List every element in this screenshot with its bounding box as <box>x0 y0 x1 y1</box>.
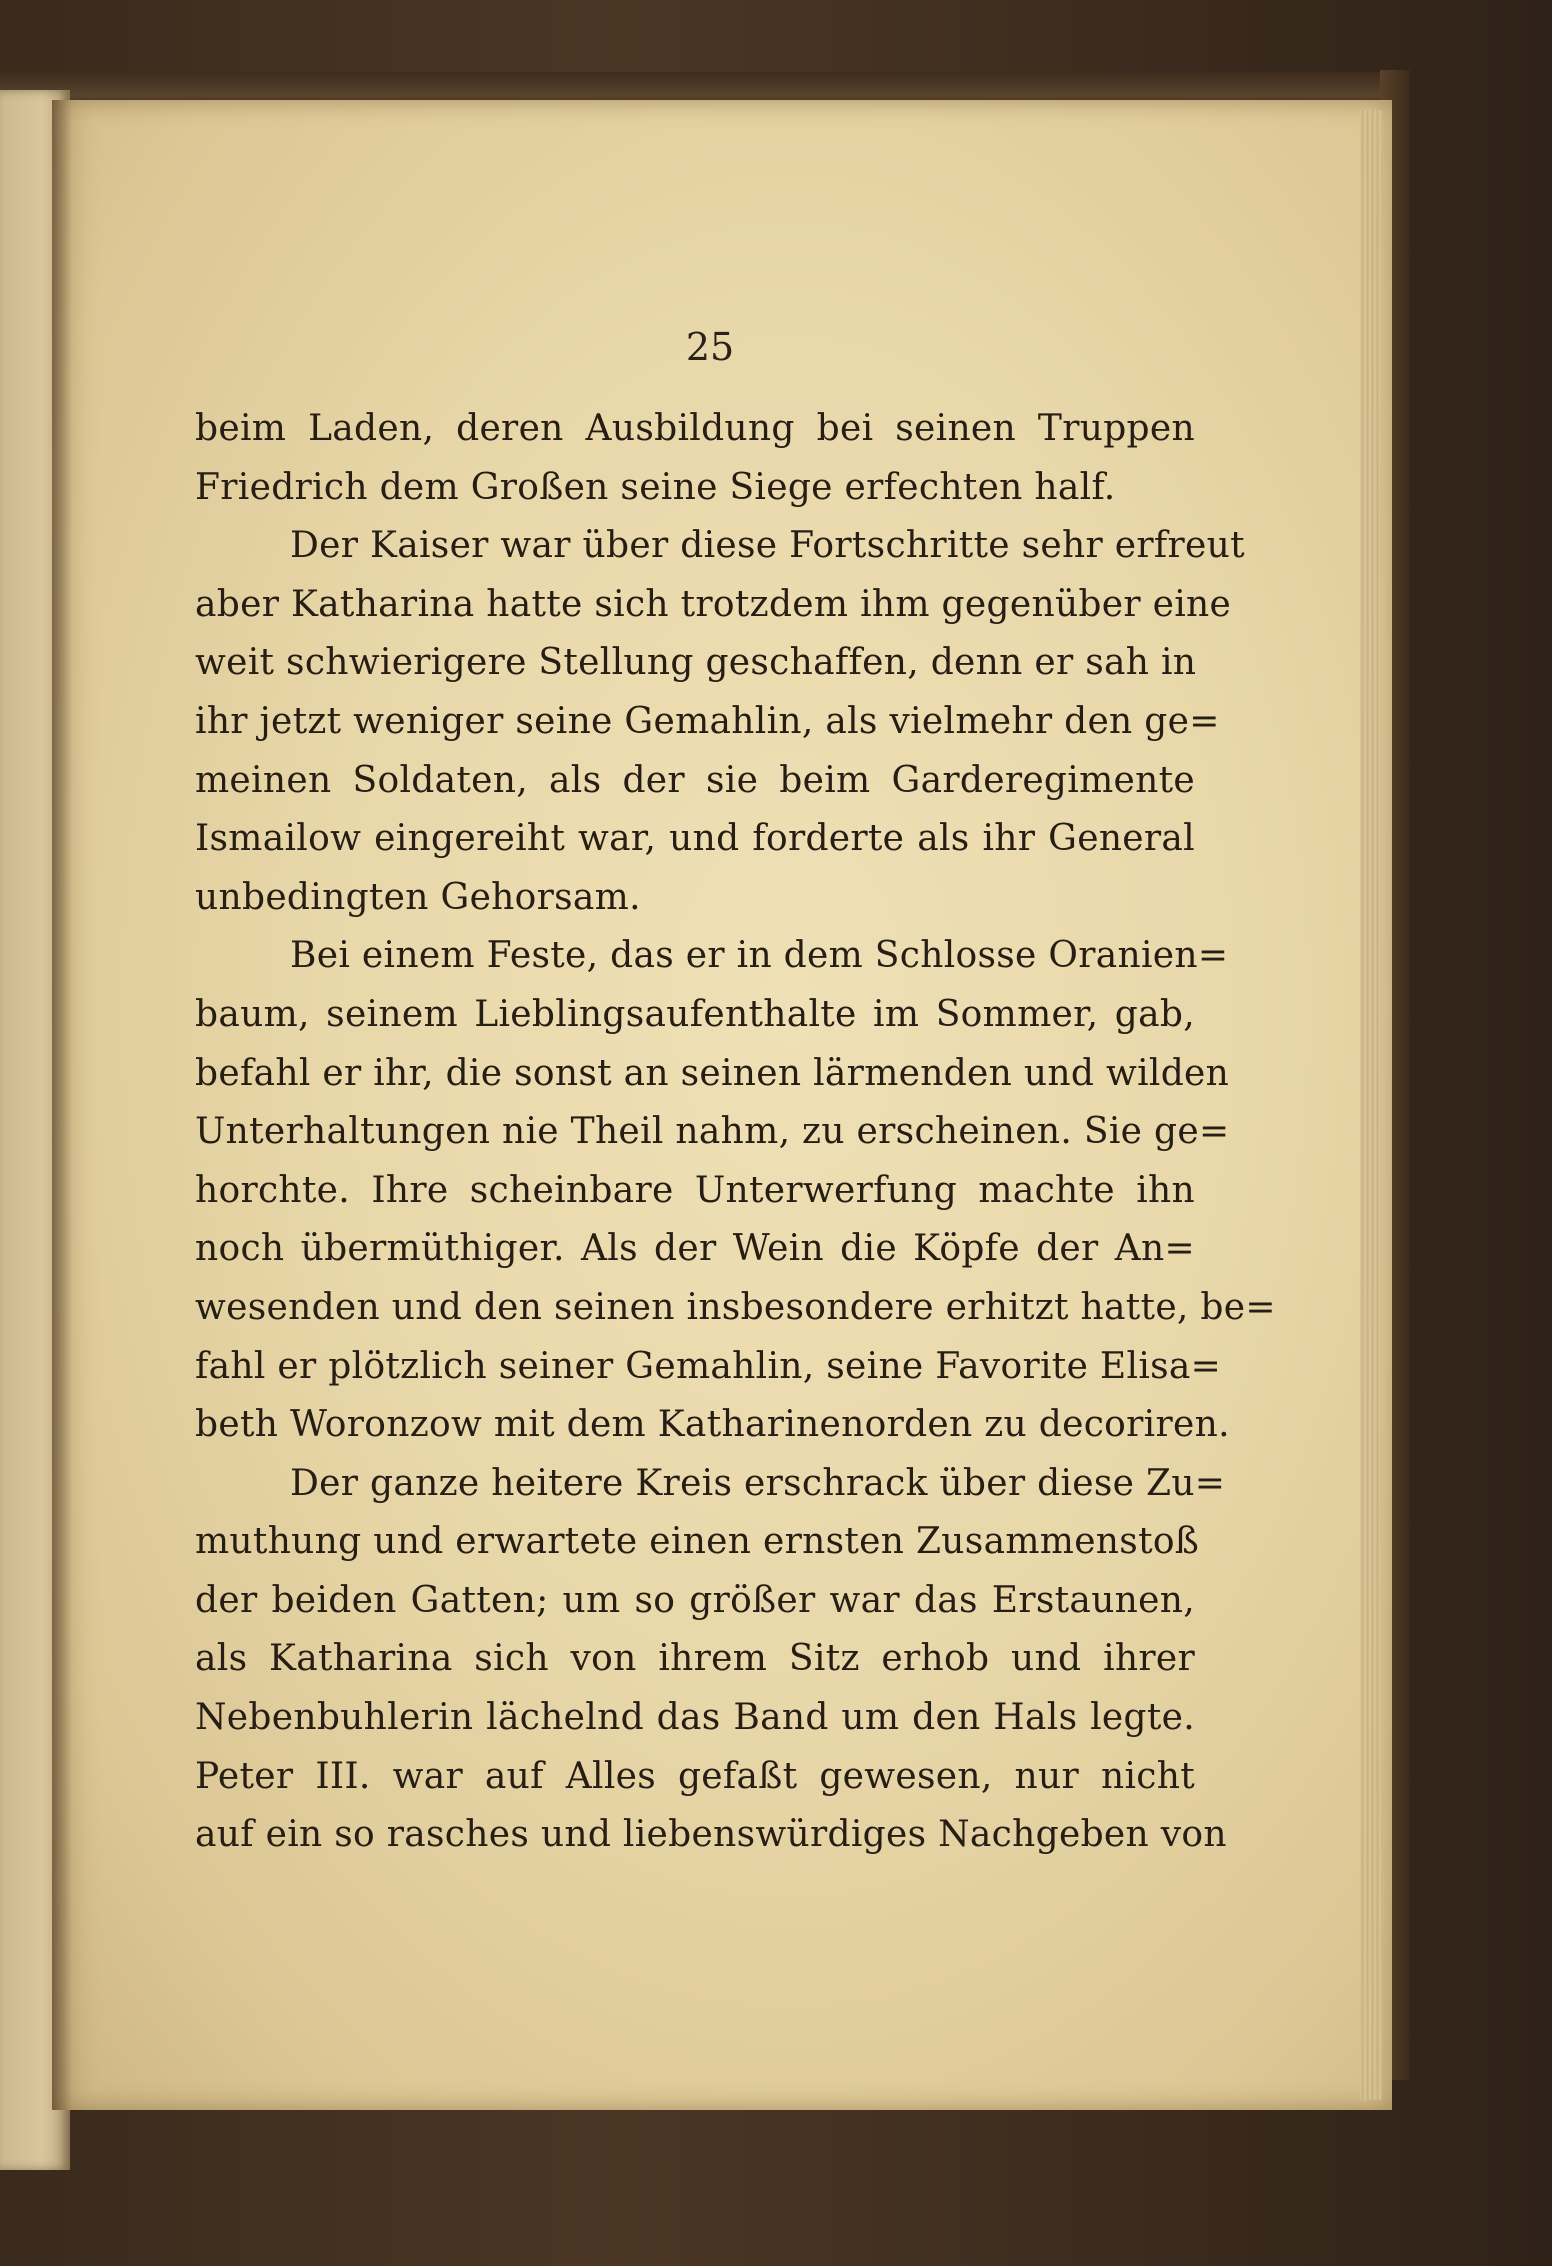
text-line: Ismailow eingereiht war, und forderte als ihr General <box>195 818 1195 860</box>
text-line: Friedrich dem Großen seine Siege erfechten half. <box>195 466 1116 508</box>
text-line: aber Katharina hatte sich trotzdem ihm gegenüber eine <box>195 583 1232 625</box>
text-line: beim Laden, deren Ausbildung bei seinen Truppen <box>195 408 1195 449</box>
text-line: wesenden und den seinen insbesondere erhitzt hatte, be= <box>195 1286 1276 1328</box>
text-line: Peter III. war auf Alles gefaßt gewesen, nur nicht <box>195 1755 1195 1797</box>
text-line: Unterhaltungen nie Theil nahm, zu erscheinen. Sie ge= <box>195 1111 1230 1153</box>
text-line: beth Woronzow mit dem Katharinenorden zu decoriren. <box>195 1404 1230 1446</box>
text-line: als Katharina sich von ihrem Sitz erhob und ihrer <box>195 1638 1195 1680</box>
body-text <box>195 400 1276 1865</box>
text-line: weit schwierigere Stellung geschaffen, denn er sah in <box>195 642 1197 684</box>
text-line: Der ganze heitere Kreis erschrack über diese Zu= <box>290 1462 1226 1504</box>
page-number: 25 <box>685 325 735 369</box>
page-gutter-shadow <box>52 100 72 2110</box>
text-line: fahl er plötzlich seiner Gemahlin, seine Favorite Elisa= <box>195 1345 1222 1387</box>
text-line: meinen Soldaten, als der sie beim Garderegimente <box>195 759 1195 801</box>
text-line: Bei einem Feste, das er in dem Schlosse Oranien= <box>290 935 1229 977</box>
text-line: noch übermüthiger. Als der Wein die Köpfe der An= <box>195 1228 1195 1270</box>
text-line: der beiden Gatten; um so größer war das Erstaunen, <box>195 1579 1195 1621</box>
text-line: Der Kaiser war über diese Fortschritte sehr erfreut <box>290 525 1245 567</box>
text-line: unbedingten Gehorsam. <box>195 876 641 918</box>
text-line: Nebenbuhlerin lächelnd das Band um den Hals legte. <box>195 1697 1195 1739</box>
text-line: muthung und erwartete einen ernsten Zusammenstoß <box>195 1521 1200 1563</box>
text-line: ihr jetzt weniger seine Gemahlin, als vielmehr den ge= <box>195 700 1220 742</box>
text-line: baum, seinem Lieblingsaufenthalte im Sommer, gab, <box>195 993 1195 1035</box>
text-line: horchte. Ihre scheinbare Unterwerfung machte ihn <box>195 1169 1195 1211</box>
page-stack-edge <box>1360 110 1382 2100</box>
text-line: auf ein so rasches und liebenswürdiges Nachgeben von <box>195 1814 1227 1856</box>
text-line: befahl er ihr, die sonst an seinen lärmenden und wilden <box>195 1052 1230 1094</box>
